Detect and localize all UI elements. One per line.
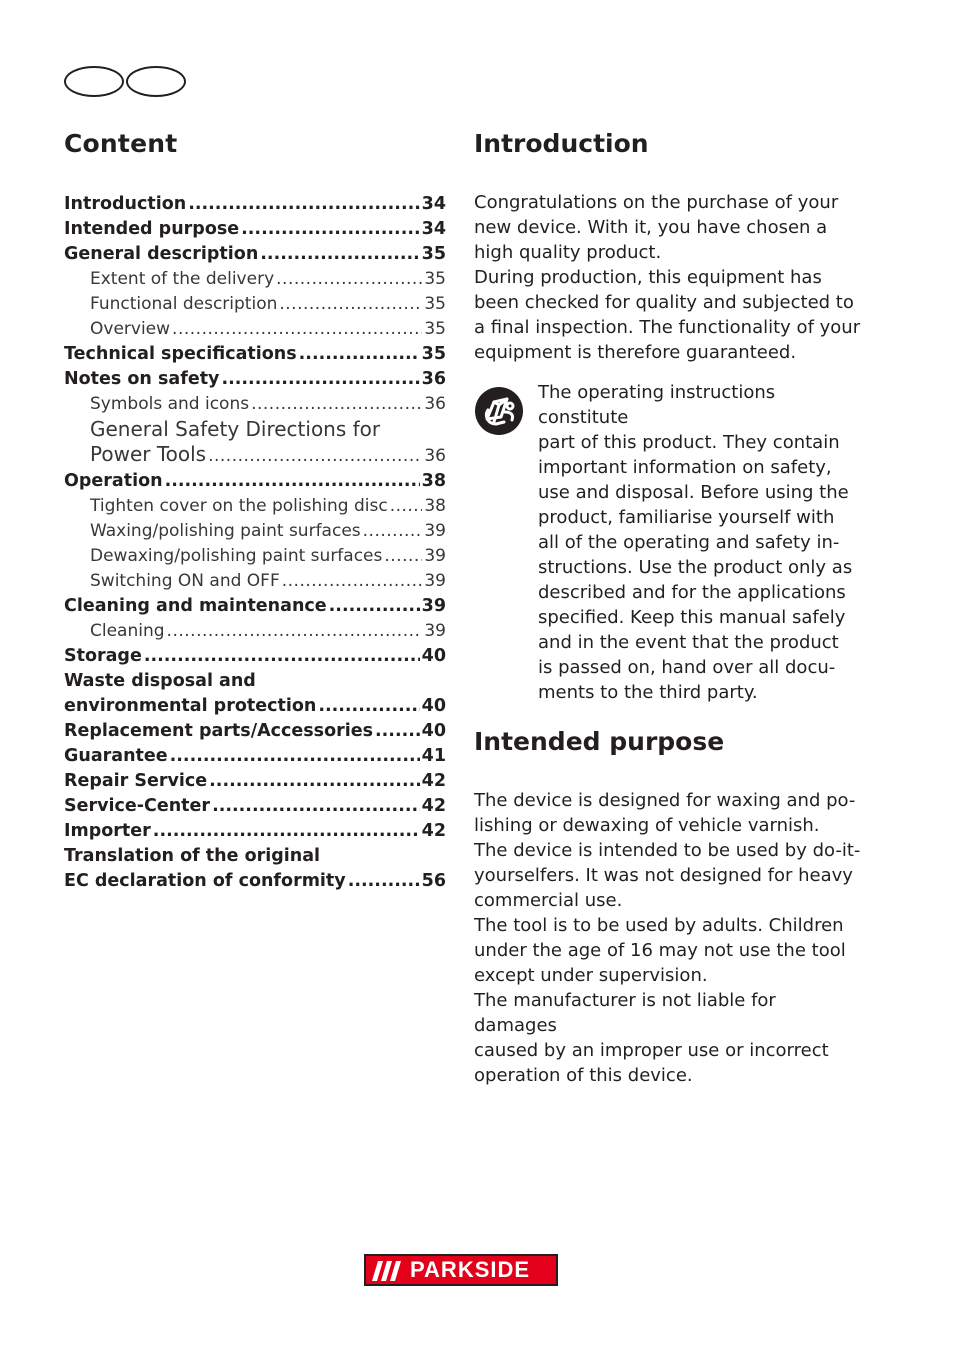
toc-leader-dots [299, 342, 420, 367]
toc-page-number: 42 [421, 821, 446, 841]
toc-page-number: 40 [421, 721, 446, 741]
toc-leader-dots [251, 392, 422, 417]
toc-page-number: 35 [424, 319, 446, 339]
toc-leader-dots [241, 217, 420, 242]
toc-leader-dots [282, 569, 423, 594]
toc-entry-title: Symbols and icons [90, 394, 250, 414]
toc-page-number: 38 [424, 496, 446, 516]
toc-page-number: 35 [424, 294, 446, 314]
toc-entry-title: Cleaning [90, 621, 165, 641]
intended-purpose-text: The device is designed for waxing and po- lishing or dewaxing of vehicle varnish. The device is intended to be used by do-it- yourselfers. It was not designed for heavy commercial use. The tool is to be used by adults. Children under the age of 16 may not use the tool except under supervision. The manufacturer is not liable for damages caused by an improper use or incorrect operation of this device. [474, 790, 861, 1086]
toc-leader-dots [276, 267, 422, 292]
toc-leader-dots [221, 367, 419, 392]
toc-entry [64, 367, 446, 392]
toc-entry [64, 719, 446, 744]
toc-entry [64, 494, 446, 519]
manual-note [474, 380, 862, 705]
toc-entry-title: General description [64, 244, 259, 264]
toc-entry [64, 644, 446, 669]
brand-name: PARKSIDE [410, 1257, 531, 1282]
toc-entry-title: Power Tools [90, 442, 207, 466]
toc-entry [64, 544, 446, 569]
toc-leader-dots [390, 494, 423, 519]
toc-entry [64, 769, 446, 794]
toc-leader-dots [318, 694, 419, 719]
toc-leader-dots [167, 619, 423, 644]
language-badges [64, 66, 188, 98]
toc-entry [64, 594, 446, 619]
toc-leader-dots [384, 544, 422, 569]
logo-stripes-icon [372, 1261, 408, 1281]
toc-page-number: 42 [421, 796, 446, 816]
introduction-text: Congratulations on the purchase of your new device. With it, you have chosen a high quality product. During production, this equipment has been checked for quality and subjected to a final inspection. The functionality of your equipment is therefore guaranteed. [474, 192, 861, 363]
toc-page-number: 34 [421, 219, 446, 239]
toc-leader-dots [329, 594, 420, 619]
toc-page-number: 39 [424, 546, 446, 566]
toc-entry-title-line: Waste disposal and [64, 671, 256, 691]
toc-entry-title: Waxing/polishing paint surfaces [90, 521, 361, 541]
table-of-contents [64, 124, 446, 894]
manual-note-text: The operating instructions constitute part of this product. They contain important information on safety, use and disposal. Before using the product, familiarise yourself with all of the operating and safety in- structions. Use the product only as described and for the applications specified. Keep this manual safely and in the event that the product is passed on, hand over all docu- ments to the third party. [538, 382, 853, 703]
toc-entry-title: Operation [64, 471, 163, 491]
toc-leader-dots [279, 292, 422, 317]
toc-leader-dots [153, 819, 420, 844]
toc-leader-dots [188, 192, 419, 217]
toc-entry [64, 669, 446, 719]
toc-entry [64, 417, 446, 469]
toc-leader-dots [170, 744, 420, 769]
toc-entry-title: Overview [90, 319, 171, 339]
toc-entry [64, 242, 446, 267]
toc-page-number: 41 [421, 746, 446, 766]
toc-entry-title: Notes on safety [64, 369, 220, 389]
toc-page-number: 36 [421, 369, 446, 389]
toc-list [64, 192, 446, 894]
toc-entry [64, 744, 446, 769]
parkside-logo [364, 1254, 558, 1286]
toc-entry [64, 392, 446, 417]
toc-page-number: 40 [421, 646, 446, 666]
toc-page-number: 34 [421, 194, 446, 214]
toc-entry-title: Tighten cover on the polishing disc [90, 496, 388, 516]
toc-leader-dots [209, 769, 419, 794]
toc-entry-title: Service-Center [64, 796, 211, 816]
toc-leader-dots [348, 869, 420, 894]
toc-entry-title: Extent of the delivery [90, 269, 275, 289]
toc-page-number: 42 [421, 771, 446, 791]
toc-page-number: 40 [421, 696, 446, 716]
toc-page-number: 39 [424, 571, 446, 591]
intended-purpose-heading: Intended purpose [474, 727, 725, 756]
toc-page-number: 36 [424, 446, 446, 466]
toc-entry-title: Introduction [64, 194, 187, 214]
content-heading: Content [64, 129, 178, 158]
toc-leader-dots [172, 317, 422, 342]
toc-page-number: 39 [424, 521, 446, 541]
toc-leader-dots [260, 242, 419, 267]
toc-entry-title: Functional description [90, 294, 278, 314]
toc-entry-title: Repair Service [64, 771, 208, 791]
toc-page-number: 38 [421, 471, 446, 491]
toc-entry [64, 292, 446, 317]
toc-entry [64, 619, 446, 644]
toc-entry [64, 794, 446, 819]
toc-leader-dots [165, 469, 420, 494]
toc-entry [64, 342, 446, 367]
toc-entry-title: Guarantee [64, 746, 168, 766]
toc-entry-title: Storage [64, 646, 142, 666]
toc-entry-title: Technical specifications [64, 344, 297, 364]
toc-entry-title: Switching ON and OFF [90, 571, 280, 591]
toc-entry [64, 469, 446, 494]
toc-leader-dots [375, 719, 420, 744]
toc-page-number: 35 [424, 269, 446, 289]
toc-page-number: 35 [421, 344, 446, 364]
read-manual-icon [474, 386, 524, 436]
toc-entry [64, 844, 446, 894]
right-column [474, 124, 862, 1088]
language-badge-oval [126, 66, 186, 97]
toc-entry [64, 569, 446, 594]
toc-entry [64, 819, 446, 844]
toc-entry [64, 192, 446, 217]
toc-page-number: 36 [424, 394, 446, 414]
toc-leader-dots [144, 644, 420, 669]
toc-leader-dots [363, 519, 423, 544]
toc-entry [64, 267, 446, 292]
toc-entry [64, 317, 446, 342]
toc-page-number: 35 [421, 244, 446, 264]
toc-entry-title: Intended purpose [64, 219, 240, 239]
toc-entry-title: Importer [64, 821, 151, 841]
toc-page-number: 39 [424, 621, 446, 641]
toc-entry-title: Dewaxing/polishing paint surfaces [90, 546, 383, 566]
introduction-heading: Introduction [474, 129, 649, 158]
toc-page-number: 39 [421, 596, 446, 616]
toc-leader-dots [208, 444, 422, 469]
language-badge-oval [64, 66, 124, 97]
toc-entry [64, 217, 446, 242]
toc-entry-title: Replacement parts/Accessories [64, 721, 374, 741]
toc-entry-title-line: General Safety Directions for [90, 417, 381, 441]
toc-entry-title: Cleaning and maintenance [64, 596, 327, 616]
toc-page-number: 56 [421, 871, 446, 891]
toc-leader-dots [212, 794, 420, 819]
toc-entry-title: environmental protection [64, 696, 317, 716]
toc-entry-title: EC declaration of conformity [64, 871, 346, 891]
toc-entry [64, 519, 446, 544]
toc-entry-title-line: Translation of the original [64, 846, 321, 866]
